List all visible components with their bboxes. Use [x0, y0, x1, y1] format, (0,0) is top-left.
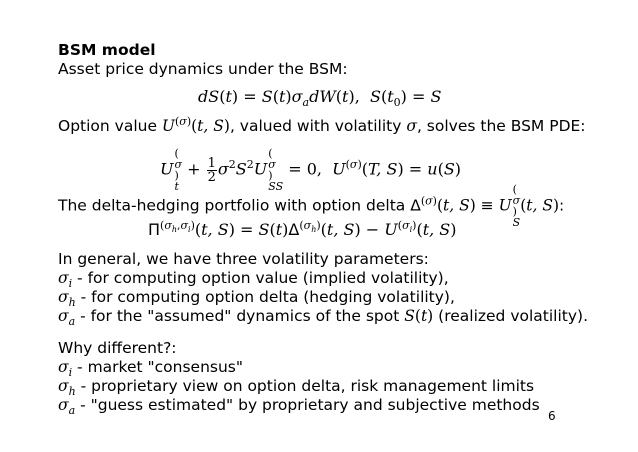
reason-implied: $\sigma_i$ - market "consensus"	[58, 358, 244, 380]
general-text: In general, we have three volatility parameters:	[58, 250, 429, 268]
vol-param-implied: $\sigma_i$ - for computing option value (implied volatility),	[58, 269, 449, 291]
equation-portfolio: $\Pi^{(\sigma_h,\sigma_i)}(t$, $S) = S(t)\Delta^{(\sigma_h)}(t$, $S) - U^{(\sigma_i)}(t$, S)	[148, 218, 457, 239]
reason-hedging: $\sigma_h$ - proprietary view on option delta, risk management limits	[58, 377, 535, 399]
vol-param-hedging: $\sigma_h$ - for computing option delta (hedging volatility),	[58, 288, 455, 310]
vol-param-realized: $\sigma_a$ - for the "assumed" dynamics of the spot S(t) (realized volatility).	[58, 307, 589, 329]
page-number: 6	[548, 409, 556, 423]
slide-title: BSM model	[58, 41, 156, 59]
equation-pde: U ( σ ) t + $\frac{1}{2}$ $\sigma^2S^2U$ ( σ ) SS = 0, $U^{(\sigma)}(T$, S) = u(S)	[160, 147, 462, 193]
why-different-text: Why different?:	[58, 339, 177, 357]
delta-hedging-text: The delta-hedging portfolio with option delta $\Delta^{(\sigma)}(t$, S) ≡ U ( σ ) S (t, S):	[58, 183, 565, 229]
intro-text: Asset price dynamics under the BSM:	[58, 60, 348, 78]
option-value-text: Option value $U^{(\sigma)}(t$, S), valued with volatility σ, solves the BSM PDE:	[58, 114, 586, 135]
reason-realized: $\sigma_a$ - "guess estimated" by proprietary and subjective methods	[58, 396, 540, 418]
equation-sde: $dS(t) = S(t)\sigma_adW(t)$, $S(t_0) = S$	[198, 87, 442, 110]
